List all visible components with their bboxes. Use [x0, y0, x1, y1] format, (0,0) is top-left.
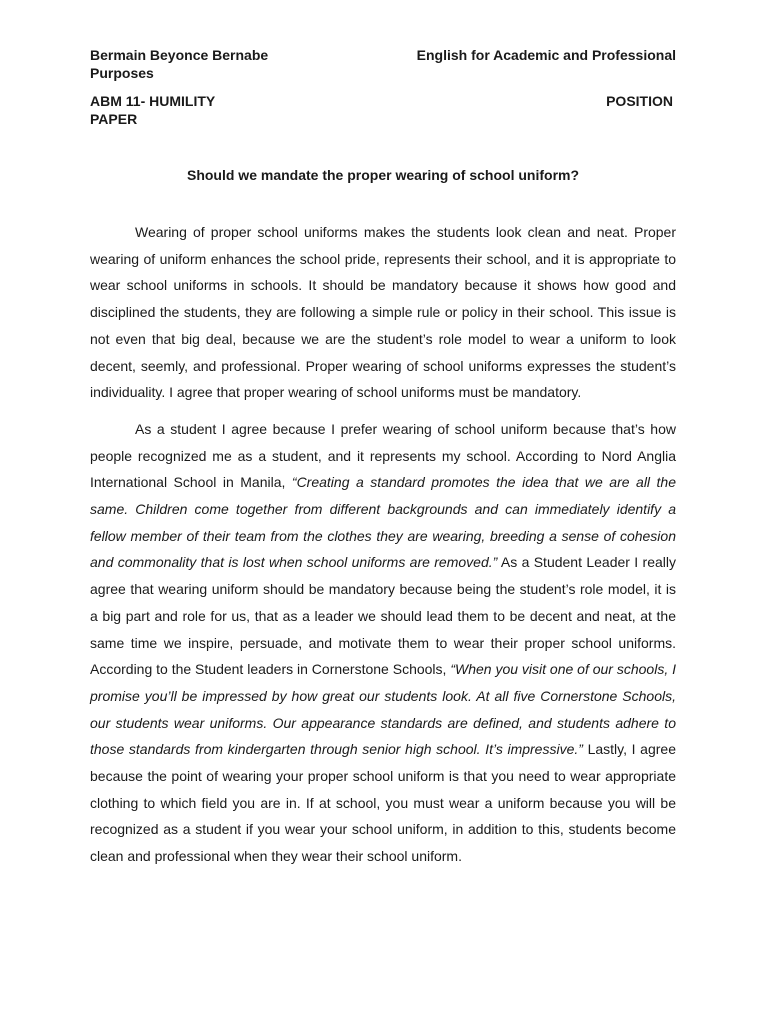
paragraph-2-text-a: As a student I agree because I prefer wearing of school uniform because that’s how people recognized me as a student, and it represents my school. According to Nord Anglia International School in Manila, — [90, 420, 676, 491]
header-section-type — [90, 92, 676, 128]
author-name: Bermain Beyonce Bernabe — [90, 47, 269, 63]
course-name-line1: English for Academic and Professional — [416, 47, 676, 63]
quote-cornerstone: “When you visit one of our schools, I promise you’ll be impressed by how great our students look. At all five Cornerstone Schools, our students wear uniforms. Our appearance standards are defined, and students adhere to those standards from kindergarten through senior high school. It’s impressive.” — [90, 661, 676, 758]
header-author-course — [90, 46, 676, 82]
doc-type-line1: POSITION — [606, 93, 673, 109]
paper-body — [90, 219, 676, 880]
paragraph-2-text-b: As a Student Leader I really agree that wearing uniform should be mandatory because being the student’s role model, it is a big part and role for us, that as a leader we should lead them to be decent and neat, at the same time we inspire, persuade, and motivate them to wear their proper school uniforms. According to the Student leaders in Cornerstone Schools, — [90, 554, 676, 678]
paragraph-1: Wearing of proper school uniforms makes the students look clean and neat. Proper wearing of uniform enhances the school pride, represents their school, and it is appropriate to wear school uniforms in schools. It should be mandatory because it shows how good and disciplined the students, they are following a simple rule or policy in their school. This issue is not even that big deal, because we are the student’s role model to wear a uniform to look decent, seemly, and professional. Proper wearing of school uniforms expresses the student’s individuality. I agree that proper wearing of school uniforms must be mandatory. — [90, 224, 676, 401]
course-name-line2: Purposes — [90, 65, 154, 81]
paragraph-2 — [90, 416, 676, 870]
doc-type-line2: PAPER — [90, 111, 138, 127]
section-name: ABM 11- HUMILITY — [90, 93, 216, 109]
quote-nord-anglia: “Creating a standard promotes the idea that we are all the same. Children come together from different backgrounds and can immediately identify a fellow member of their team from the clothes they are wearing, breeding a sense of cohesion and commonality that is lost when school uniforms are removed.” — [90, 474, 677, 571]
header-line-2 — [90, 92, 676, 110]
header-line-1 — [90, 46, 676, 64]
paper-title: Should we mandate the proper wearing of school uniform? — [186, 167, 580, 183]
paragraph-2-text-c: Lastly, I agree because the point of wearing your proper school uniform is that you need to wear appropriate clothing to which field you are in. If at school, you must wear a uniform because you will be recognized as a student if you wear your school uniform, in addition to this, students become clean and professional when they wear their school uniform. — [90, 741, 676, 865]
